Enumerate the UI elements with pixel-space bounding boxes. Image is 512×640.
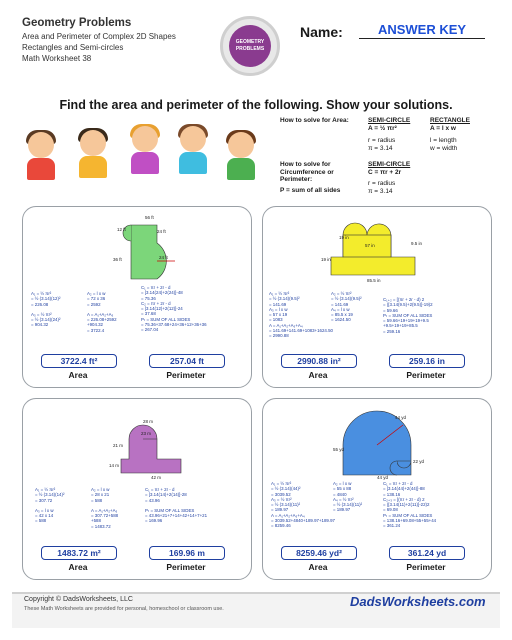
area-answer: 8259.46 yd²	[281, 546, 357, 560]
perimeter-answer-label: Perimeter	[406, 562, 446, 572]
instructions: Find the area and perimeter of the following. Show your solutions.	[59, 98, 453, 112]
rectangle-heading: RECTANGLE	[430, 117, 470, 124]
dimension-label: 55 yd	[333, 447, 345, 452]
perimeter-answer: 169.96 m	[149, 546, 225, 560]
geometry-problems-logo	[220, 16, 280, 76]
perimeter-answer-label: Perimeter	[166, 562, 206, 572]
logo-emblem-icon	[229, 25, 271, 67]
area-solution-col-1: A₁ = ½ πr² = ½ (3.14)(9.5)² = 141.69 A₃ = l x w = 57 x 19 = 1083 A = A₁+A₂+A₃+A₄ = 141.69+141.69+1083+1624.50 = 2990.88	[269, 291, 333, 339]
kid-figure-icon	[22, 132, 60, 182]
shape-diagram-1	[93, 215, 203, 283]
logo-text-2: PROBLEMS	[235, 46, 265, 52]
radius-definition-2: r = radius	[368, 180, 396, 187]
problem-panel-2	[262, 206, 492, 388]
perimeter-answer-label: Perimeter	[406, 370, 446, 380]
worksheet-title: Geometry Problems	[22, 17, 132, 29]
semicircle-heading: SEMI-CIRCLE	[368, 117, 411, 124]
semicircle-circ-formula: C = πr + 2r	[368, 169, 402, 176]
kid-figure-icon	[126, 126, 164, 176]
kid-figure-icon	[222, 132, 260, 182]
dadsworksheets-logo[interactable]: DadsWorksheets.com	[350, 594, 486, 609]
area-answer-label: Area	[68, 562, 88, 572]
dimension-label: 57 in	[365, 243, 375, 248]
problem-panel-1	[22, 206, 252, 388]
dimension-label: 23 m	[141, 431, 152, 436]
semicircle-area-formula: A = ½ πr²	[368, 125, 397, 132]
semicircle-circ-heading: SEMI-CIRCLE	[368, 161, 411, 168]
area-solution-col-2: A₂ = ½ πr² = ½ (3.14)(9.5)² = 141.69 A₄ = l x w = 85.5 x 19 = 1624.50	[331, 291, 362, 323]
dimension-label: 42 m	[151, 475, 162, 480]
shape-diagram-4	[307, 405, 437, 477]
area-answer: 3722.4 ft²	[41, 354, 117, 368]
area-solution-col-2: A₂ = l x w = 55 x 88 = 4840 A₄ = ½ πr² = ½ (3.14)(11)² = 189.97	[333, 481, 363, 513]
subtitle-line-2: Rectangles and Semi-circles	[22, 43, 124, 52]
problem-panel-4	[262, 398, 492, 580]
area-answer: 1483.72 m²	[41, 546, 117, 560]
dimension-label: 19 in	[339, 235, 349, 240]
perimeter-definition: P = sum of all sides	[280, 187, 341, 194]
dimension-label: 22 yd	[413, 459, 425, 464]
pi-definition-2: π = 3.14	[368, 188, 393, 195]
perimeter-solution: C₁ = πr + 2r - d = [3.14(44)+2(44)]-88 = 138.16 C₂₊₃ = [(πr + 2r - d) 2 = ([3.14(11)+2(11)]-22)2 = 69.08 Pₜ = SUM OF ALL SIDES = 138.16+69.08+55+55+44 = 361.24	[383, 481, 437, 529]
area-answer-label: Area	[308, 370, 328, 380]
radius-definition: r = radius	[368, 137, 396, 144]
area-answer-label: Area	[308, 562, 328, 572]
perimeter-answer: 361.24 yd	[389, 546, 465, 560]
name-label: Name:	[300, 24, 343, 40]
kid-figure-icon	[74, 130, 112, 180]
dimension-label: 9.5 in	[411, 241, 423, 246]
area-solution-col-1: A₁ = ½ πr² = ½ (3.14)(12)² = 226.08 A₃ = ½ πr² = ½ (3.14)(24)² = 904.32	[31, 291, 61, 328]
kids-illustration	[22, 126, 272, 186]
answer-key-field: ANSWER KEY	[359, 22, 485, 39]
length-definition: l = length	[430, 137, 457, 144]
perimeter-answer: 257.04 ft	[149, 354, 225, 368]
dimension-label: 21 m	[113, 443, 124, 448]
dimension-label: 56 ft	[145, 215, 154, 220]
dimension-label: 14 m	[109, 463, 120, 468]
dimension-label: 28 m	[143, 419, 154, 424]
rectangle-area-formula: A = l x w	[430, 125, 456, 132]
kid-figure-icon	[174, 126, 212, 176]
area-solution-col-2: A₂ = l x w = 28 x 21 = 588 A = A₁+A₂+A₃ = 307.72+588 +588 = 1483.72	[91, 487, 119, 529]
dimension-label: 36 ft	[113, 257, 122, 262]
usage-note: These Math Worksheets are provided for personal, homeschool or classroom use.	[24, 606, 224, 612]
area-answer: 2990.88 in²	[281, 354, 357, 368]
dimension-label: 24 ft	[159, 255, 168, 260]
perimeter-answer: 259.16 in	[389, 354, 465, 368]
area-solution-col-1: A₁ = ½ πr² = ½ (3.14)(14)² = 307.72 A₃ = l x w = 42 x 14 = 588	[35, 487, 65, 524]
dimension-label: 44 yd	[395, 415, 407, 420]
pi-definition: π = 3.14	[368, 145, 393, 152]
area-formula-label: How to solve for Area:	[280, 117, 349, 124]
area-answer-label: Area	[68, 370, 88, 380]
dimension-label: 12 ft	[117, 227, 126, 232]
perimeter-solution: C₁ = πr + 2r - d = [3.14(24)+2(24)]-48 = 75.36 C₂ = πr + 2r - d = [3.14(12)+2(12)]-24 = 37.68 Pₜ = SUM OF ALL SIDES = 75.36+37.68+24+36+12+36+36 = 267.04	[141, 285, 207, 333]
dimension-label: 85.5 in	[367, 278, 381, 283]
perimeter-solution: C₁₊₂ = [(πr + 2r - d) 2 = ([3.14(9.5)+2(9.5)]-19)2 = 59.66 Pₜ = SUM OF ALL SIDES = 59.66+19+19+19+9.5 +9.5+19+19+85.5 = 259.16	[383, 297, 433, 334]
dimension-label: 44 yd	[377, 475, 389, 480]
circumference-formula-label: How to solve for Circumference or Perimeter:	[280, 161, 334, 183]
area-solution-col-1: A₁ = ½ πr² = ½ (3.14)(44)² = 3039.52 A₃ = ½ πr² = ½ (3.14)(11)² = 189.97 A = A₁+A₂+A₃+A₄ = 3039.52+4840+189.97+189.97 = 8259.46	[271, 481, 335, 529]
shape-diagram-2	[303, 213, 453, 283]
copyright-text: Copyright © DadsWorksheets, LLC	[24, 596, 133, 603]
perimeter-answer-label: Perimeter	[166, 370, 206, 380]
problem-panel-3	[22, 398, 252, 580]
area-solution-col-2: A₂ = l x w = 72 x 36 = 2592 A = A₁+A₂+A₃ = 226.08+2592 +904.32 = 3722.4	[87, 291, 117, 333]
subtitle-line-1: Area and Perimeter of Complex 2D Shapes	[22, 32, 176, 41]
width-definition: w = width	[430, 145, 458, 152]
logo-text-1: GEOMETRY	[235, 39, 265, 45]
subtitle-line-3: Math Worksheet 38	[22, 54, 92, 63]
perimeter-solution: C₁ = πr + 2r - d = [3.14(14)+2(14)]-28 = 43.96 Pₜ = SUM OF ALL SIDES = 43.96+21+7+14+42+14+7+21 = 169.96	[145, 487, 208, 524]
dimension-label: 19 in	[321, 257, 331, 262]
dimension-label: 24 ft	[157, 229, 166, 234]
